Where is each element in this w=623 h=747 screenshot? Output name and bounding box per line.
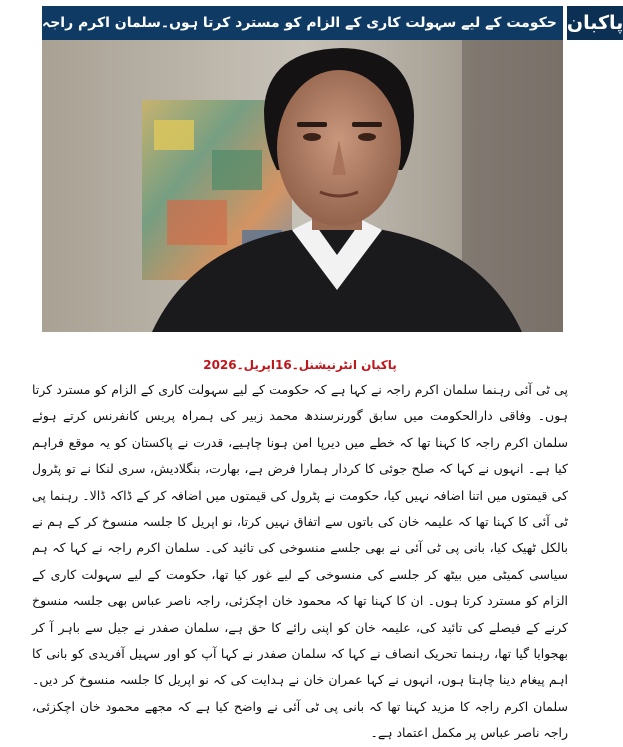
headline: حکومت کے لیے سہولت کاری کے الزام کو مسترد کرتا ہوں۔سلمان اکرم راجہ	[42, 15, 557, 31]
brand-logo: پاکبان	[565, 6, 623, 40]
dateline: پاکبان انٹرنیشنل۔16اپریل۔2026	[203, 358, 397, 372]
article-body	[32, 377, 568, 747]
news-header-bar	[42, 6, 623, 40]
article-paragraph: پی ٹی آئی رہنما سلمان اکرم راجہ نے کہا ہے کہ حکومت کے لیے سہولت کاری کے الزام کو مسترد کرتا ہوں۔ وفاقی دارالحکومت میں سابق گورنرسندھ محمد زبیر کی ہمراہ پریس کانفرنس کرتے ہوئے سلمان اکرم راجہ کا کہنا تھا کہ خطے میں دیرپا امن ہونا چاہیے، قدرت نے پاکستان کو یہ موقع فراہم کیا ہے۔ انہوں نے کہا کہ صلح جوئی کا کردار ہمارا فرض ہے، بھارت، بنگلادیش، سری لنکا نے تو پٹرول کی قیمتوں میں اتنا اضافہ نہیں کیا، حکومت نے پٹرول کی قیمتوں میں اضافہ کر کے ڈاکہ ڈالا۔ رہنما پی ٹی آئی کا کہنا تھا کہ علیمہ خان کی باتوں سے اتفاق نہیں کرتا، نو اپریل کا جلسہ منسوخ کر کے ہم نے بالکل ٹھیک کیا، بانی پی ٹی آئی نے بھی جلسے منسوخی کی تائید کی۔ سلمان اکرم راجہ نے کہا کہ ہم سیاسی کمیٹی میں بیٹھ کر جلسے کی منسوخی کے لیے غور کیا تھا، حکومت کے لیے سہولت کاری کے الزام کو مسترد کرتا ہوں۔ ان کا کہنا تھا کہ محمود خان اچکزئی، راجہ ناصر عباس بھی جلسہ منسوخ کرنے کے فیصلے کی تائید کی، علیمہ خان کو اپنی رائے کا حق ہے، سلمان صفدر نے جیل سے باہر آ کر بھجوایا گیا تھا، رہنما تحریک انصاف نے کہا کہ سلمان صفدر نے کہا آپ کو اور سہیل آفریدی کو بانی کا اہم پیغام دینا چاہتا ہوں، انہوں نے کہا عمران خان نے ہدایت کی کہ نو اپریل کا جلسہ منسوخ کر دیں۔ سلمان اکرم راجہ کا مزید کہنا تھا کہ بانی پی ٹی آئی نے واضح کیا ہے کہ مجھے محمود خان اچکزئی، راجہ ناصر عباس پر مکمل اعتماد ہے۔	[32, 382, 568, 741]
news-photo	[42, 40, 563, 332]
